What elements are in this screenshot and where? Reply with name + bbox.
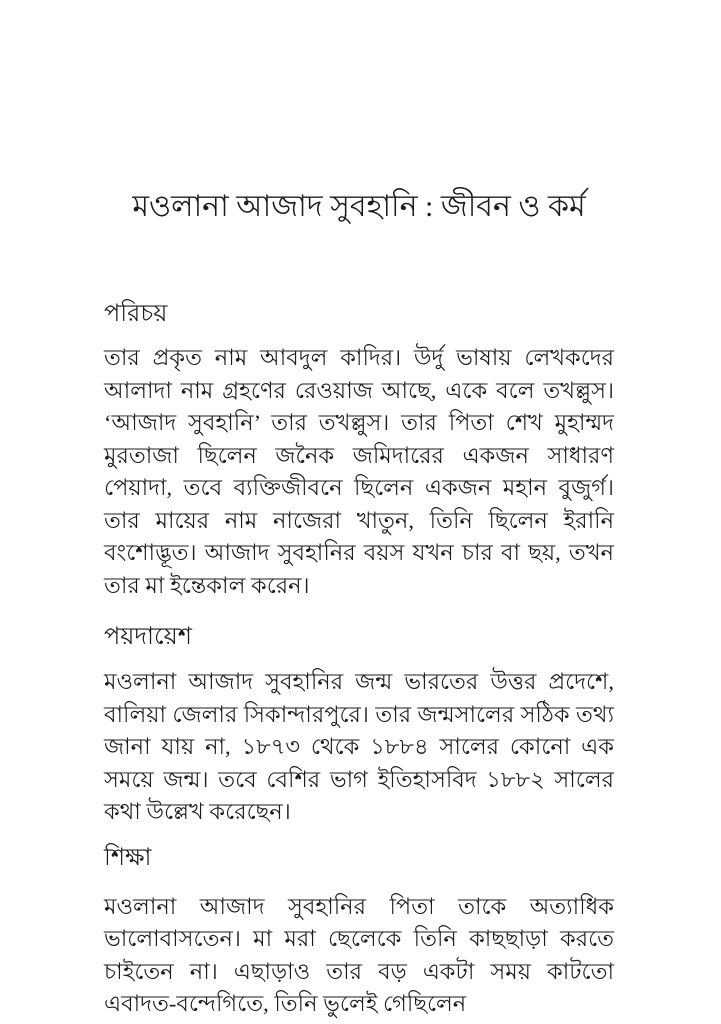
section-heading-poydayesh: পয়দায়েশ — [104, 624, 192, 650]
section-heading-shikkha: শিক্ষা — [104, 844, 152, 871]
section-poydayesh — [104, 620, 614, 829]
section-heading-porichoy: পরিচয় — [104, 301, 168, 327]
section-porichoy — [104, 297, 614, 602]
section-body-poydayesh: মওলানা আজাদ সুবহানির জন্ম ভারতের উত্তর প্রদেশে, বালিয়া জেলার সিকান্দারপুরে। তার জন্মসালের সঠিক তথ্য জানা যায় না, ১৮৭৩ থেকে ১৮৮৪ সালের কোনো এক সময়ে জন্ম। তবে বেশির ভাগ ইতিহাসবিদ ১৮৮২ সালের কথা উল্লেখ করেছেন। — [104, 669, 614, 824]
section-shikkha — [104, 841, 614, 1021]
section-body-porichoy: তার প্রকৃত নাম আবদুল কাদির। উর্দু ভাষায় লেখকদের আলাদা নাম গ্রহণের রেওয়াজ আছে, একে বলে তখল্লুস। ‘আজাদ সুবহানি’ তার তখল্লুস। তার পিতা শেখ মুহাম্মদ মুরতাজা ছিলেন জনৈক জমিদারের একজন সাধারণ পেয়াদা, তবে ব্যক্তিজীবনে ছিলেন একজন মহান বুজুর্গ। তার মায়ের নাম নাজেরা খাতুন, তিনি ছিলেন ইরানি বংশোদ্ভূত। আজাদ সুবহানির বয়স যখন চার বা ছয়, তখন তার মা ইন্তেকাল করেন। — [104, 345, 614, 598]
section-body-shikkha: মওলানা আজাদ সুবহানির পিতা তাকে অত্যাধিক ভালোবাসতেন। মা মরা ছেলেকে তিনি কাছছাড়া করতে চাইতেন না। এছাড়াও তার বড় একটা সময় কাটতো এবাদত-বন্দেগিতে, তিনি ভুলেই গেছিলেন — [104, 893, 614, 1016]
page-title: মওলানা আজাদ সুবহানি : জীবন ও কর্ম — [132, 190, 586, 223]
